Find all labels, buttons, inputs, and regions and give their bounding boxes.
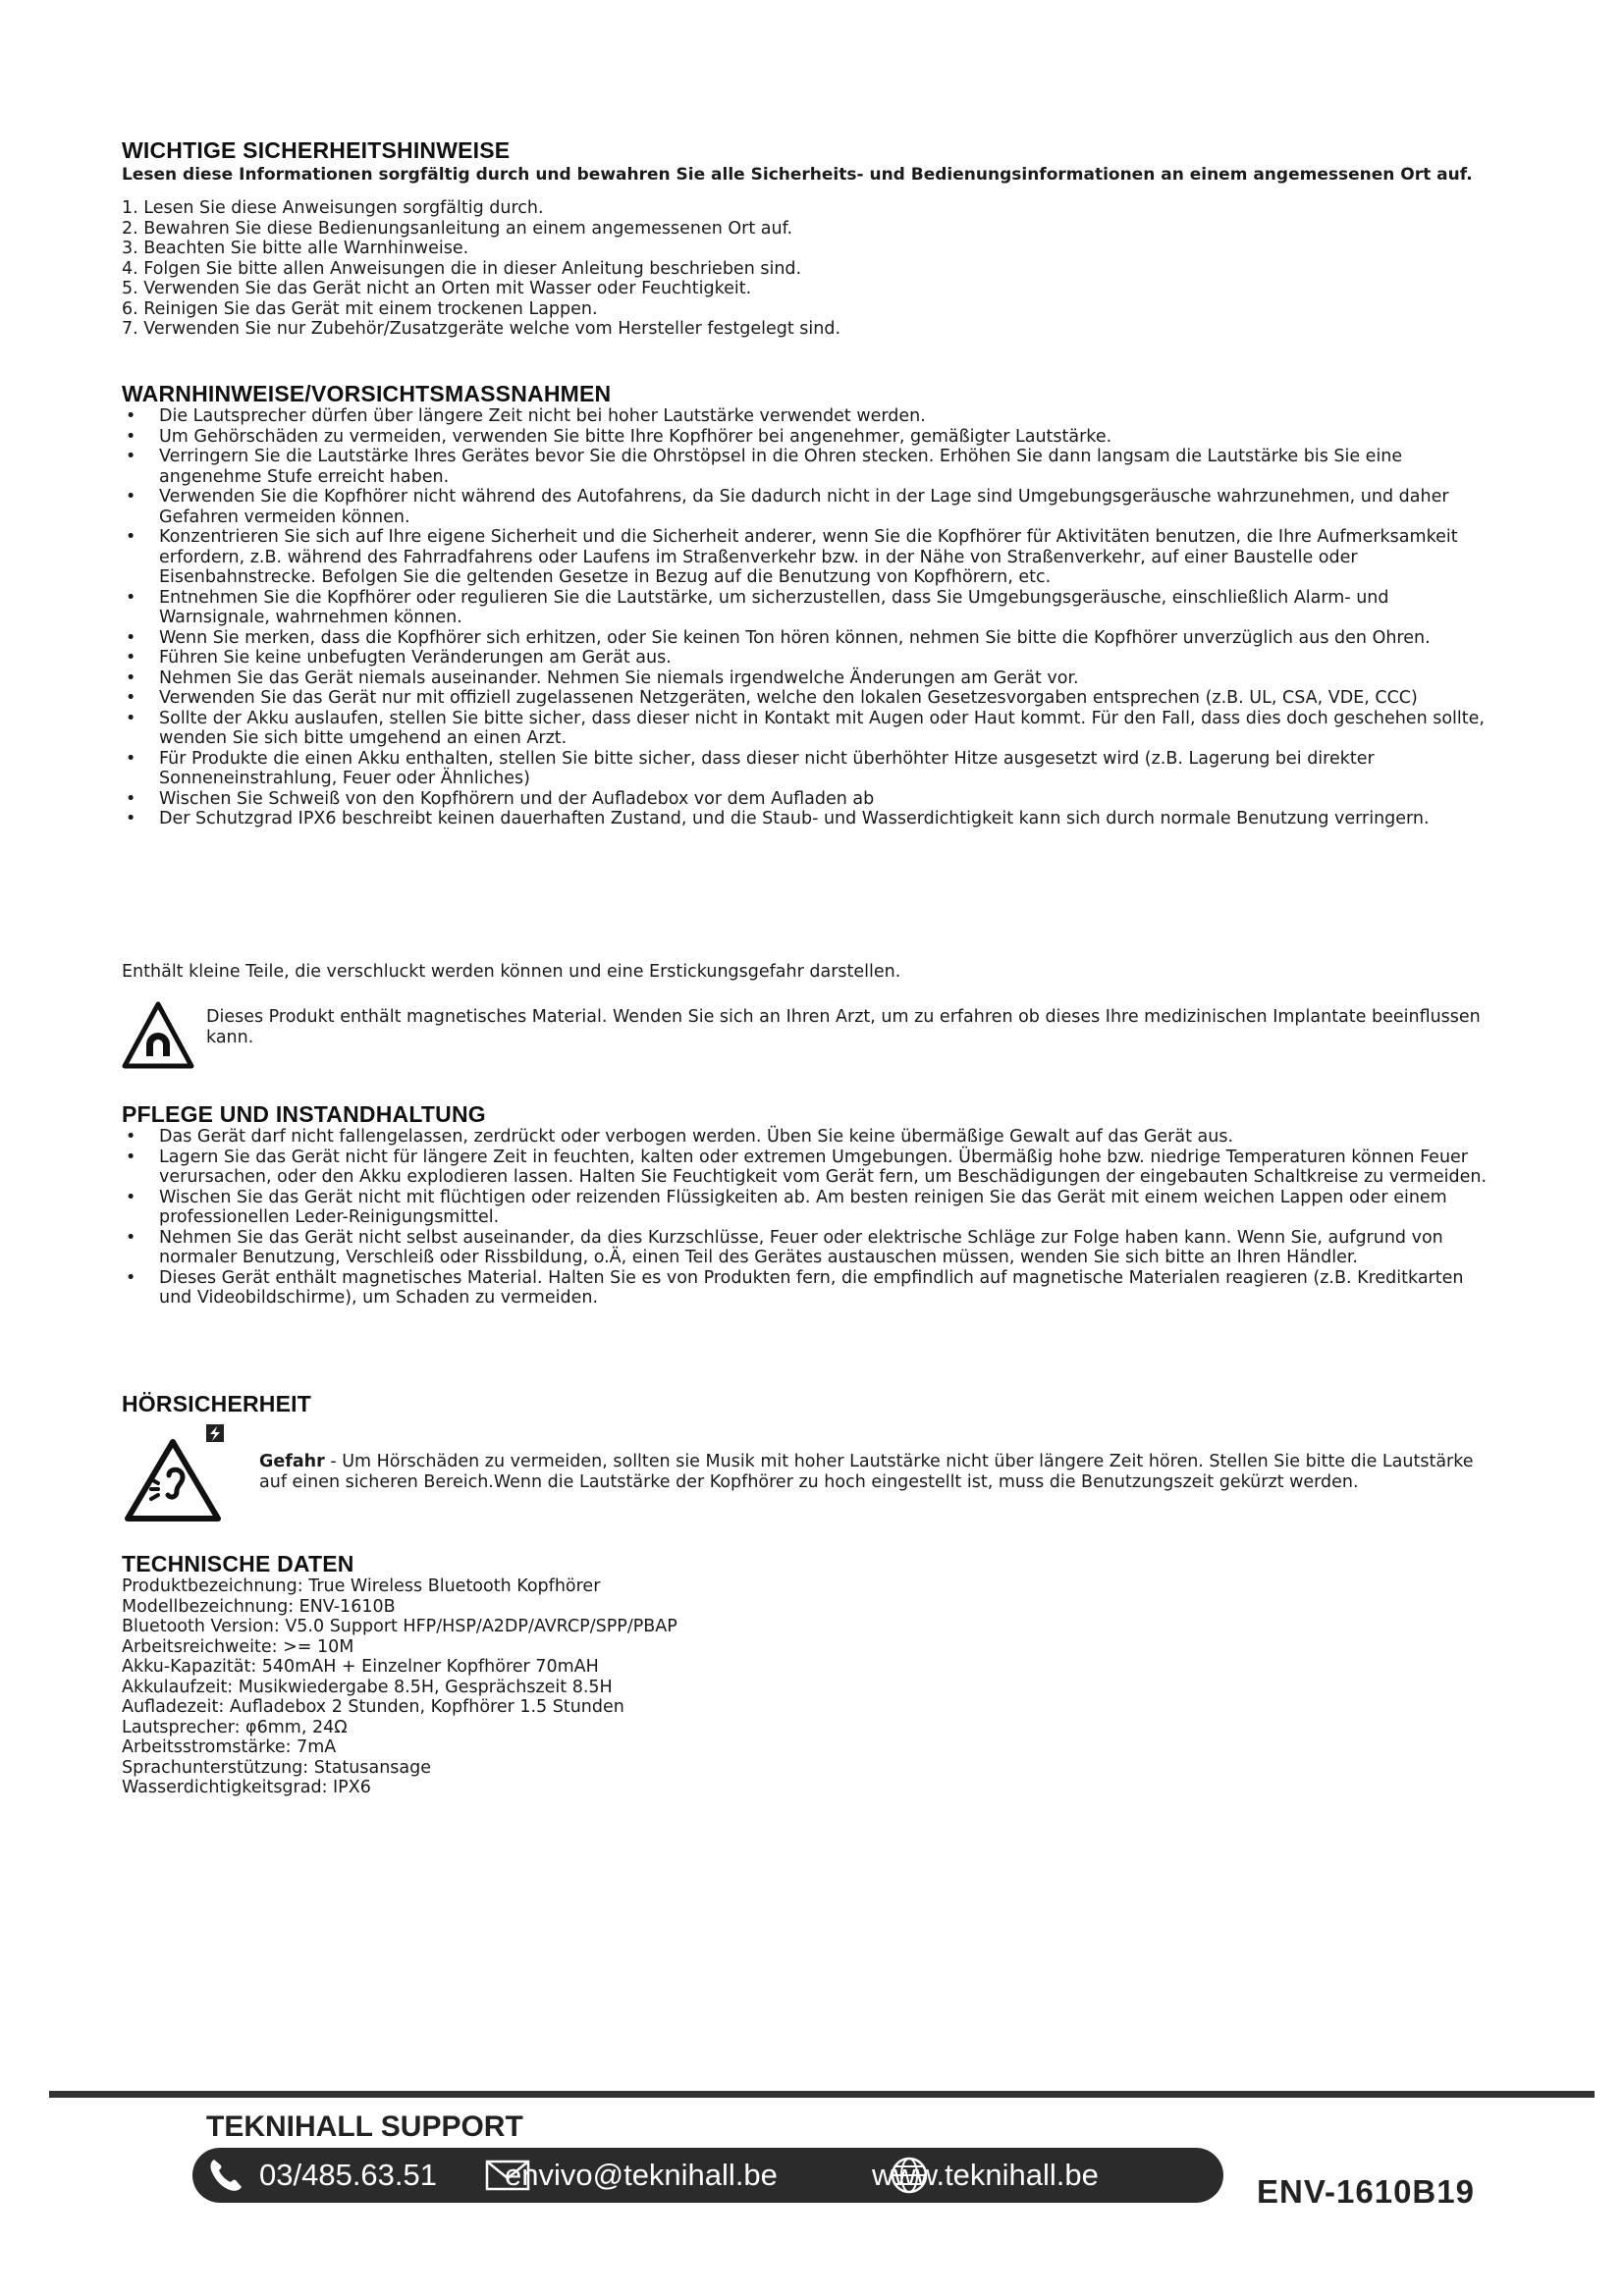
list-item: 2. Bewahren Sie diese Bedienungsanleitung an einem angemessenen Ort auf. [122,218,793,239]
choking-notice: Enthält kleine Teile, die verschluckt werden können und eine Erstickungsgefahr darstellen. [122,961,901,982]
list-item: • Für Produkte die einen Akku enthalten, stellen Sie bitte sicher, dass dieser nicht überhöhter Hitze ausgesetzt wird (z.B. Lagerung bei direkter Sonneneinstrahlung, Feuer oder Ähnliches) [122,749,1496,789]
safety-list [122,198,1496,340]
care-title: PFLEGE UND INSTANDHALTUNG [122,1101,486,1127]
list-item: • Konzentrieren Sie sich auf Ihre eigene Sicherheit und die Sicherheit anderer, wenn Sie die Kopfhörer für Aktivitäten benutzen, die Ihre Aufmerksamkeit erfordern, z.B. während des Fahrradfahrens oder Laufens im Straßenverkehr bzw. in der Nähe von Straßenverkehr, auf einer Baustelle oder Eisenbahnstrecke. Befolgen Sie die geltenden Gesetze in Bezug auf die Benutzung von Kopfhörern, etc. [122,527,1496,588]
support-website[interactable]: www.teknihall.be [872,2158,1099,2192]
warnings-section [122,381,1496,829]
safety-intro: Lesen diese Informationen sorgfältig durch und bewahren Sie alle Sicherheits- und Bedienungsinformationen an einem angemessenen Ort auf. [122,165,1473,185]
list-item: • Verringern Sie die Lautstärke Ihres Gerätes bevor Sie die Ohrstöpsel in die Ohren stecken. Erhöhen Sie dann langsam die Lautstärke bis Sie eine angenehme Stufe erreicht haben. [122,447,1496,487]
list-item: • Führen Sie keine unbefugten Veränderungen am Gerät aus. [122,648,1496,668]
hearing-warning-text [259,1452,1496,1492]
care-list [122,1127,1496,1308]
list-item: • Wenn Sie merken, dass die Kopfhörer sich erhitzen, oder Sie keinen Ton hören können, nehmen Sie bitte die Kopfhörer unverzüglich aus den Ohren. [122,628,1496,649]
phone-icon [206,2156,245,2195]
list-item: • Entnehmen Sie die Kopfhörer oder regulieren Sie die Lautstärke, um sicherzustellen, dass Sie Umgebungsgeräusche, einschließlich Alarm- und Warnsignale, wahrnehmen können. [122,588,1496,628]
tech-section [122,1551,1496,1798]
spec-item: Wasserdichtigkeitsgrad: IPX6 [122,1778,371,1797]
hearing-section [122,1391,1496,1524]
spec-item: Arbeitsstromstärke: 7mA [122,1737,337,1757]
danger-label: Gefahr [259,1452,325,1471]
list-item: • Wischen Sie das Gerät nicht mit flüchtigen oder reizenden Flüssigkeiten ab. Am besten reinigen Sie das Gerät mit einem weichen Lappen oder einem professionellen Leder-Reinigungsmittel. [122,1188,1496,1228]
list-item: • Das Gerät darf nicht fallengelassen, zerdrückt oder verbogen werden. Üben Sie keine übermäßige Gewalt auf das Gerät aus. [122,1127,1496,1148]
spec-item: Modellbezeichnung: ENV-1610B [122,1596,396,1617]
list-item: • Verwenden Sie die Kopfhörer nicht während des Autofahrens, da Sie dadurch nicht in der Lage sind Umgebungsgeräusche wahrzunehmen, und daher Gefahren vermeiden können. [122,487,1496,527]
list-item: • Verwenden Sie das Gerät nur mit offiziell zugelassenen Netzgeräten, welche den lokalen Gesetzesvorgaben entsprechen (z.B. UL, CSA, VDE, CCC) [122,688,1496,709]
hearing-text: - Um Hörschäden zu vermeiden, sollten sie Musik mit hoher Lautstärke nicht über längere Zeit hören. Stellen Sie bitte die Lautstärke auf einen sicheren Bereich.Wenn die Lautstärke der Kopfhörer zu hoch eingestellt ist, muss die Benutzungszeit gekürzt werden. [259,1452,1474,1492]
hearing-warning [122,1416,1496,1524]
spec-item: Akku-Kapazität: 540mAH + Einzelner Kopfhörer 70mAH [122,1657,599,1677]
magnet-warning-icon [122,1001,194,1070]
support-email[interactable]: envivo@teknihall.be [505,2158,778,2192]
list-item: 6. Reinigen Sie das Gerät mit einem trockenen Lappen. [122,298,598,319]
spec-item: Bluetooth Version: V5.0 Support HFP/HSP/A2DP/AVRCP/SPP/PBAP [122,1617,677,1636]
hearing-danger-icon [122,1424,224,1522]
tech-specs-list [122,1576,1496,1798]
list-item: • Lagern Sie das Gerät nicht für längere Zeit in feuchten, kalten oder extremen Umgebungen. Übermäßig hohe bzw. niedrige Temperaturen können Feuer verursachen, oder den Akku explodieren lassen. Halten Sie Feuchtigkeit vom Gerät fern, um Beschädigungen der eingebauten Schaltkreise zu vermeiden. [122,1148,1496,1188]
spec-item: Sprachunterstützung: Statusansage [122,1757,432,1778]
support-title: TEKNIHALL SUPPORT [206,2110,523,2143]
warnings-title: WARNHINWEISE/VORSICHTSMASSNAHMEN [122,381,612,406]
safety-section [122,137,1496,340]
spec-item: Produktbezeichnung: True Wireless Bluetooth Kopfhörer [122,1576,601,1596]
list-item: • Nehmen Sie das Gerät nicht selbst auseinander, da dies Kurzschlüsse, Feuer oder elektrische Schläge zur Folge haben kann. Wenn Sie, aufgrund von normaler Benutzung, Verschleiß oder Rissbildung, o.Ä, einen Teil des Gerätes austauschen müssen, wenden Sie sich bitte an Ihren Händler. [122,1228,1496,1268]
magnet-notice [122,1001,1496,1080]
spec-item: Aufladezeit: Aufladebox 2 Stunden, Kopfhörer 1.5 Stunden [122,1697,624,1717]
list-item: • Nehmen Sie das Gerät niemals auseinander. Nehmen Sie niemals irgendwelche Änderungen am Gerät vor. [122,668,1496,689]
list-item: 4. Folgen Sie bitte allen Anweisungen die in dieser Anleitung beschrieben sind. [122,258,802,279]
support-contact-bar [192,2148,1223,2203]
spec-item: Lautsprecher: φ6mm, 24Ω [122,1717,348,1737]
magnet-notice-text: Dieses Produkt enthält magnetisches Material. Wenden Sie sich an Ihren Arzt, um zu erfahren ob dieses Ihre medizinischen Implantate beeinflussen kann. [206,1007,1481,1047]
safety-title: WICHTIGE SICHERHEITSHINWEISE [122,137,511,163]
list-item: • Dieses Gerät enthält magnetisches Material. Halten Sie es von Produkten fern, die empfindlich auf magnetische Materialen reagieren (z.B. Kreditkarten und Videobildschirme), um Schaden zu vermeiden. [122,1268,1496,1308]
hearing-title: HÖRSICHERHEIT [122,1391,312,1416]
support-phone[interactable]: 03/485.63.51 [259,2158,438,2192]
list-item: • Der Schutzgrad IPX6 beschreibt keinen dauerhaften Zustand, und die Staub- und Wasserdichtigkeit kann sich durch normale Benutzung verringern. [122,809,1496,829]
manual-page [122,137,1496,1797]
warnings-list [122,406,1496,829]
list-item: 5. Verwenden Sie das Gerät nicht an Orten mit Wasser oder Feuchtigkeit. [122,279,752,298]
list-item: 7. Verwenden Sie nur Zubehör/Zusatzgeräte welche vom Hersteller festgelegt sind. [122,319,841,339]
list-item: • Um Gehörschäden zu vermeiden, verwenden Sie bitte Ihre Kopfhörer bei angenehmer, gemäßigter Lautstärke. [122,427,1496,448]
footer-divider [49,2091,1595,2098]
list-item: 1. Lesen Sie diese Anweisungen sorgfältig durch. [122,198,544,218]
list-item: 3. Beachten Sie bitte alle Warnhinweise. [122,239,469,258]
list-item: • Wischen Sie Schweiß von den Kopfhörern und der Aufladebox vor dem Aufladen ab [122,789,1496,810]
model-code: ENV-1610B19 [1257,2173,1475,2210]
spec-item: Akkulaufzeit: Musikwiedergabe 8.5H, Gesprächszeit 8.5H [122,1677,613,1697]
spec-item: Arbeitsreichweite: >= 10M [122,1636,354,1657]
list-item: • Die Lautsprecher dürfen über längere Zeit nicht bei hoher Lautstärke verwendet werden. [122,406,1496,427]
care-section [122,1101,1496,1308]
tech-title: TECHNISCHE DATEN [122,1551,354,1576]
list-item: • Sollte der Akku auslaufen, stellen Sie bitte sicher, dass dieser nicht in Kontakt mit Augen oder Haut kommt. Für den Fall, dass dies doch geschehen sollte, wenden Sie sich bitte umgehend an einen Arzt. [122,709,1496,749]
